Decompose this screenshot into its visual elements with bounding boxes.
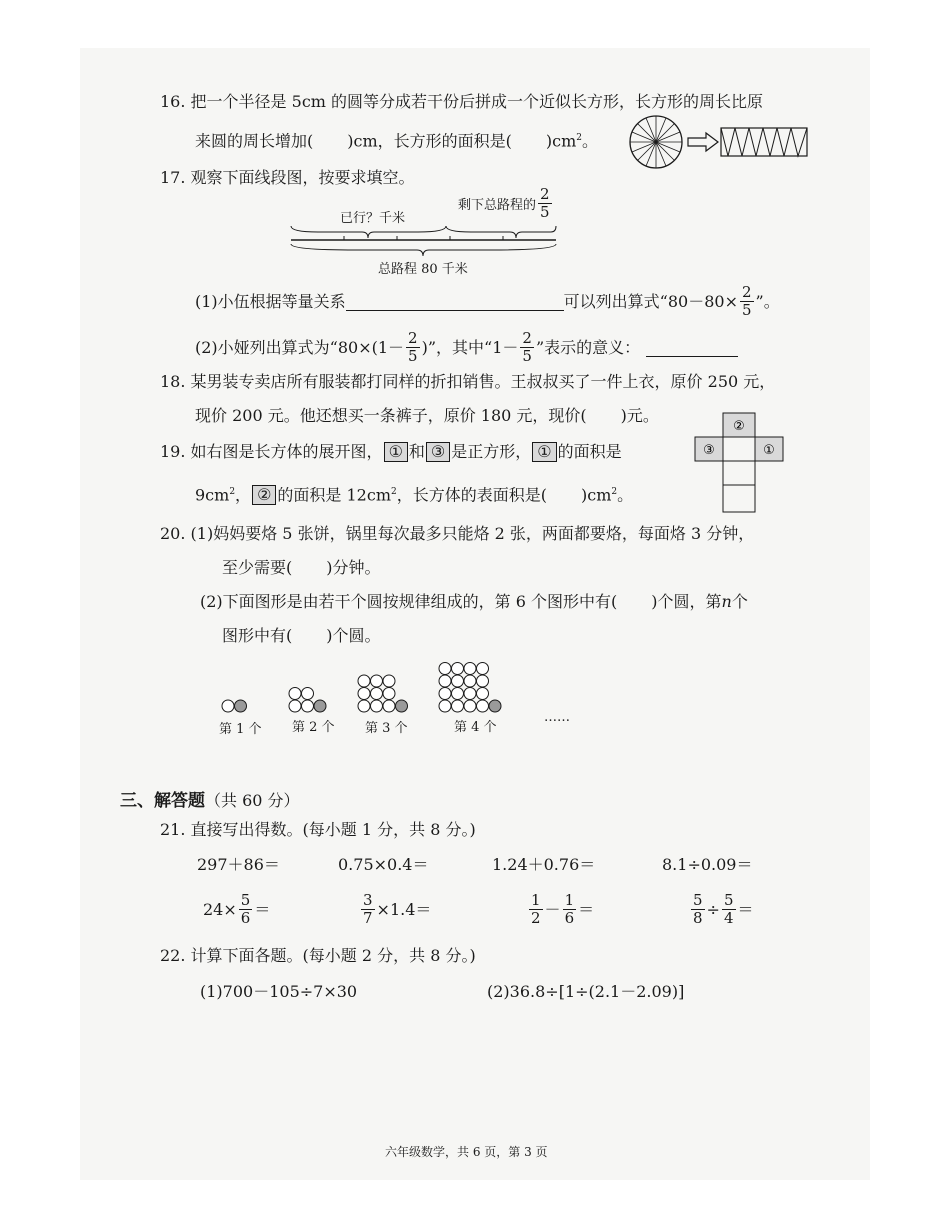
q19-sup-1: 2 [229, 487, 236, 497]
q19-text-e: ， [235, 485, 252, 505]
segment-label-total: 总路程 80 千米 [378, 262, 468, 277]
q16-line2 [195, 128, 598, 151]
q18-number: 18. [160, 372, 186, 391]
q21-number: 21. [160, 820, 186, 839]
net-face-bottom-2 [723, 485, 755, 512]
q21-e6-fraction [361, 892, 375, 927]
q21-expr-6 [359, 892, 431, 927]
q16-text-2a: 来圆的周长增加( [195, 131, 314, 151]
segment-label-traveled: 已行？千米 [340, 211, 406, 226]
q19-text-d: 9cm [195, 485, 230, 505]
q17-heading [160, 168, 415, 188]
pattern-circle [452, 688, 464, 700]
q21-e8-fraction-2 [722, 892, 736, 927]
fraction-numerator: 2 [540, 185, 550, 203]
pattern-circle-grey [489, 700, 501, 712]
pattern-circle [289, 700, 301, 712]
circle-pattern-figures [214, 656, 594, 716]
fraction-numerator: 3 [363, 891, 373, 909]
q21-heading [160, 820, 476, 840]
pattern-circle [289, 688, 301, 700]
fraction-numerator: 2 [522, 329, 532, 347]
q20-p2-text-a: (2)下面图形是由若干个圆按规律组成的，第 6 个图形中有( [200, 592, 618, 611]
fraction-denominator: 6 [564, 909, 575, 927]
pattern-circle [452, 700, 464, 712]
section-3-score: （共 60 分） [205, 791, 300, 810]
q19-line1 [160, 442, 622, 462]
pattern-circle [439, 688, 451, 700]
q20-p2-text-d: 图形中有( [222, 626, 293, 645]
q19-text-g: ，长方体的表面积是( [396, 485, 547, 505]
pattern-circle [302, 700, 314, 712]
q21-text: 直接写出得数。(每小题 1 分，共 8 分。) [190, 820, 476, 839]
q19-text-i: 。 [617, 485, 634, 505]
pattern-circle [371, 700, 383, 712]
q17-p2-blank[interactable] [646, 338, 738, 357]
q20-number: 20. [160, 524, 186, 543]
q21-e8-fraction-1 [691, 892, 705, 927]
q19-number: 19. [160, 442, 186, 461]
fraction-denominator: 5 [540, 203, 550, 221]
q20-line4 [222, 626, 381, 646]
q21-e7-equals: ＝ [578, 899, 595, 919]
pattern-circle [452, 675, 464, 687]
net-face-center [723, 437, 755, 461]
figure-ellipsis: …… [544, 710, 570, 725]
figure-label-2: 第 2 个 [292, 720, 335, 735]
fraction-denominator: 5 [408, 347, 418, 365]
q18-line1 [160, 372, 775, 392]
line-segment-diagram [286, 222, 561, 260]
q17-p1-text-a: (1)小伍根据等量关系 [195, 291, 346, 311]
q16-text-2c: )cm [545, 131, 577, 151]
q18-text-2a: 现价 200 元。他还想买一条裤子，原价 180 元，现价( [195, 406, 587, 425]
circle-to-rectangle-diagram [628, 114, 813, 172]
q21-expr-4: 8.1÷0.09＝ [662, 855, 753, 874]
q18-line2 [195, 406, 659, 426]
fraction-numerator: 1 [564, 891, 575, 909]
q21-e5-fraction [239, 892, 253, 927]
q19-line2 [195, 482, 633, 505]
q19-and: 和 [408, 442, 425, 461]
pattern-circle [383, 675, 395, 687]
q21-expr-2: 0.75×0.4＝ [338, 855, 429, 874]
q22-heading [160, 946, 476, 966]
pattern-circle [222, 700, 234, 712]
q19-text-f: 的面积是 12cm [277, 485, 391, 505]
q16-number: 16. [160, 92, 186, 111]
fraction-denominator: 5 [741, 301, 752, 319]
q17-p2-fraction-1 [406, 330, 420, 365]
pattern-circle [358, 675, 370, 687]
pattern-circle [371, 675, 383, 687]
pattern-circle [383, 700, 395, 712]
q16-text-2b: )cm，长方形的面积是( [347, 131, 512, 151]
q16-text-1: 把一个半径是 5cm 的圆等分成若干份后拼成一个近似长方形，长方形的周长比原 [190, 92, 764, 111]
pattern-circle [371, 688, 383, 700]
pattern-circle-grey [314, 700, 326, 712]
q21-e7-fraction-1 [529, 892, 543, 927]
pattern-circle [477, 700, 489, 712]
face-1-label-2: ① [532, 442, 556, 462]
q18-text-1: 某男装专卖店所有服装都打同样的折扣销售。王叔叔买了一件上衣，原价 250 元， [190, 372, 776, 391]
q20-p1-text-b: 至少需要( [222, 558, 293, 577]
q22-expr-1: (1)700－105÷7×30 [200, 982, 358, 1001]
fraction-numerator: 2 [408, 329, 418, 347]
pattern-circle [439, 675, 451, 687]
q21-e8-equals: ＝ [737, 899, 754, 919]
section-3-title: 三、解答题 [120, 791, 205, 811]
q20-p1-text-c: )分钟。 [326, 558, 381, 577]
net-left-label: ③ [703, 443, 715, 458]
q21-expr-1: 297＋86＝ [197, 855, 280, 874]
pattern-circle [477, 663, 489, 675]
q19-sup-3: 2 [611, 487, 618, 497]
pattern-circle-grey [396, 700, 408, 712]
q17-part1 [195, 284, 780, 319]
section-3-heading [120, 786, 300, 811]
q21-expr-7 [527, 892, 594, 927]
q21-e5-text-b: ＝ [254, 899, 271, 919]
q21-expr-8 [689, 892, 754, 927]
fraction-numerator: 5 [693, 891, 703, 909]
q20-line1 [160, 524, 754, 544]
q17-part2 [195, 330, 738, 365]
q17-number: 17. [160, 168, 186, 187]
fraction-denominator: 6 [240, 909, 251, 927]
q20-p2-text-b: )个圆，第 [651, 592, 722, 611]
q21-e6-text: ×1.4＝ [376, 899, 432, 919]
remaining-fraction [538, 186, 552, 221]
q16-sup: 2 [576, 133, 582, 143]
face-2-label: ② [252, 485, 276, 505]
q21-e8-operator: ÷ [706, 899, 720, 919]
face-1-label: ① [384, 442, 408, 462]
q18-text-2b: )元。 [620, 406, 659, 425]
q16-line1 [160, 92, 763, 112]
figure-label-1: 第 1 个 [219, 722, 262, 737]
pattern-circle [464, 663, 476, 675]
fraction-denominator: 2 [531, 909, 541, 927]
fraction-denominator: 7 [363, 909, 373, 927]
q17-p1-text-b: 可以列出算式“80－80× [563, 291, 738, 311]
q21-e7-operator: － [544, 899, 561, 919]
fraction-denominator: 4 [723, 909, 734, 927]
q19-text-c: 的面积是 [557, 442, 622, 461]
q19-text-b: 是正方形， [451, 442, 532, 461]
q20-line3 [200, 592, 748, 612]
q21-expr-3: 1.24＋0.76＝ [492, 855, 596, 874]
pattern-circle [452, 663, 464, 675]
pattern-circle [439, 700, 451, 712]
figure-label-4: 第 4 个 [454, 720, 497, 735]
pattern-circle [358, 700, 370, 712]
fraction-numerator: 2 [741, 283, 752, 301]
q20-p1-text-a: (1)妈妈要烙 5 张饼，锅里每次最多只能烙 2 张，两面都要烙，每面烙 3 分钟， [190, 524, 755, 543]
pattern-circle-grey [235, 700, 247, 712]
q17-p2-text-c: ”表示的意义： [535, 337, 641, 357]
q22-number: 22. [160, 946, 186, 965]
q17-p1-fraction [740, 284, 754, 319]
q20-variable-n: n [721, 592, 732, 611]
fraction-denominator: 5 [522, 347, 532, 365]
q21-e5-text-a: 24× [203, 899, 237, 919]
q22-expr-2: (2)36.8÷[1÷(2.1－2.09)] [487, 982, 685, 1001]
pattern-circle [383, 688, 395, 700]
q20-p2-text-e: )个圆。 [326, 626, 381, 645]
q20-p2-text-c: 个 [731, 592, 748, 611]
fraction-denominator: 8 [693, 909, 703, 927]
pattern-circle [464, 675, 476, 687]
remaining-text: 剩下总路程的 [458, 198, 537, 213]
q20-line2 [222, 558, 381, 578]
page-footer: 六年级数学，共 6 页，第 3 页 [385, 1145, 548, 1159]
fraction-numerator: 5 [240, 891, 251, 909]
fraction-numerator: 1 [531, 891, 541, 909]
q17-p1-text-c: ”。 [755, 291, 780, 311]
q21-expr-5 [203, 892, 270, 927]
q19-sup-2: 2 [391, 487, 397, 497]
q19-text-a: 如右图是长方体的展开图， [190, 442, 383, 461]
q16-text-2d: 。 [581, 131, 598, 151]
pattern-circle [464, 688, 476, 700]
pattern-circle [477, 688, 489, 700]
net-face-bottom-1 [723, 461, 755, 485]
fraction-numerator: 5 [723, 891, 734, 909]
pattern-circle [302, 688, 314, 700]
q17-p2-text-a: (2)小娅列出算式为“80×(1－ [195, 337, 405, 357]
cuboid-net-diagram [694, 412, 786, 514]
pattern-circle [439, 663, 451, 675]
segment-label-remaining [458, 186, 554, 221]
pattern-circle [477, 675, 489, 687]
net-top-label: ② [733, 419, 745, 434]
q17-text: 观察下面线段图，按要求填空。 [190, 168, 415, 187]
q22-text: 计算下面各题。(每小题 2 分，共 8 分。) [190, 946, 476, 965]
q19-text-h: )cm [580, 485, 612, 505]
face-3-label: ③ [426, 442, 450, 462]
q17-p2-fraction-2 [520, 330, 534, 365]
q17-p1-blank[interactable] [346, 292, 564, 311]
q21-e7-fraction-2 [563, 892, 577, 927]
pattern-circle [358, 688, 370, 700]
q17-p2-text-b: )”，其中“1－ [421, 337, 519, 357]
figure-label-3: 第 3 个 [365, 721, 408, 736]
net-right-label: ① [763, 443, 775, 458]
pattern-circle [464, 700, 476, 712]
